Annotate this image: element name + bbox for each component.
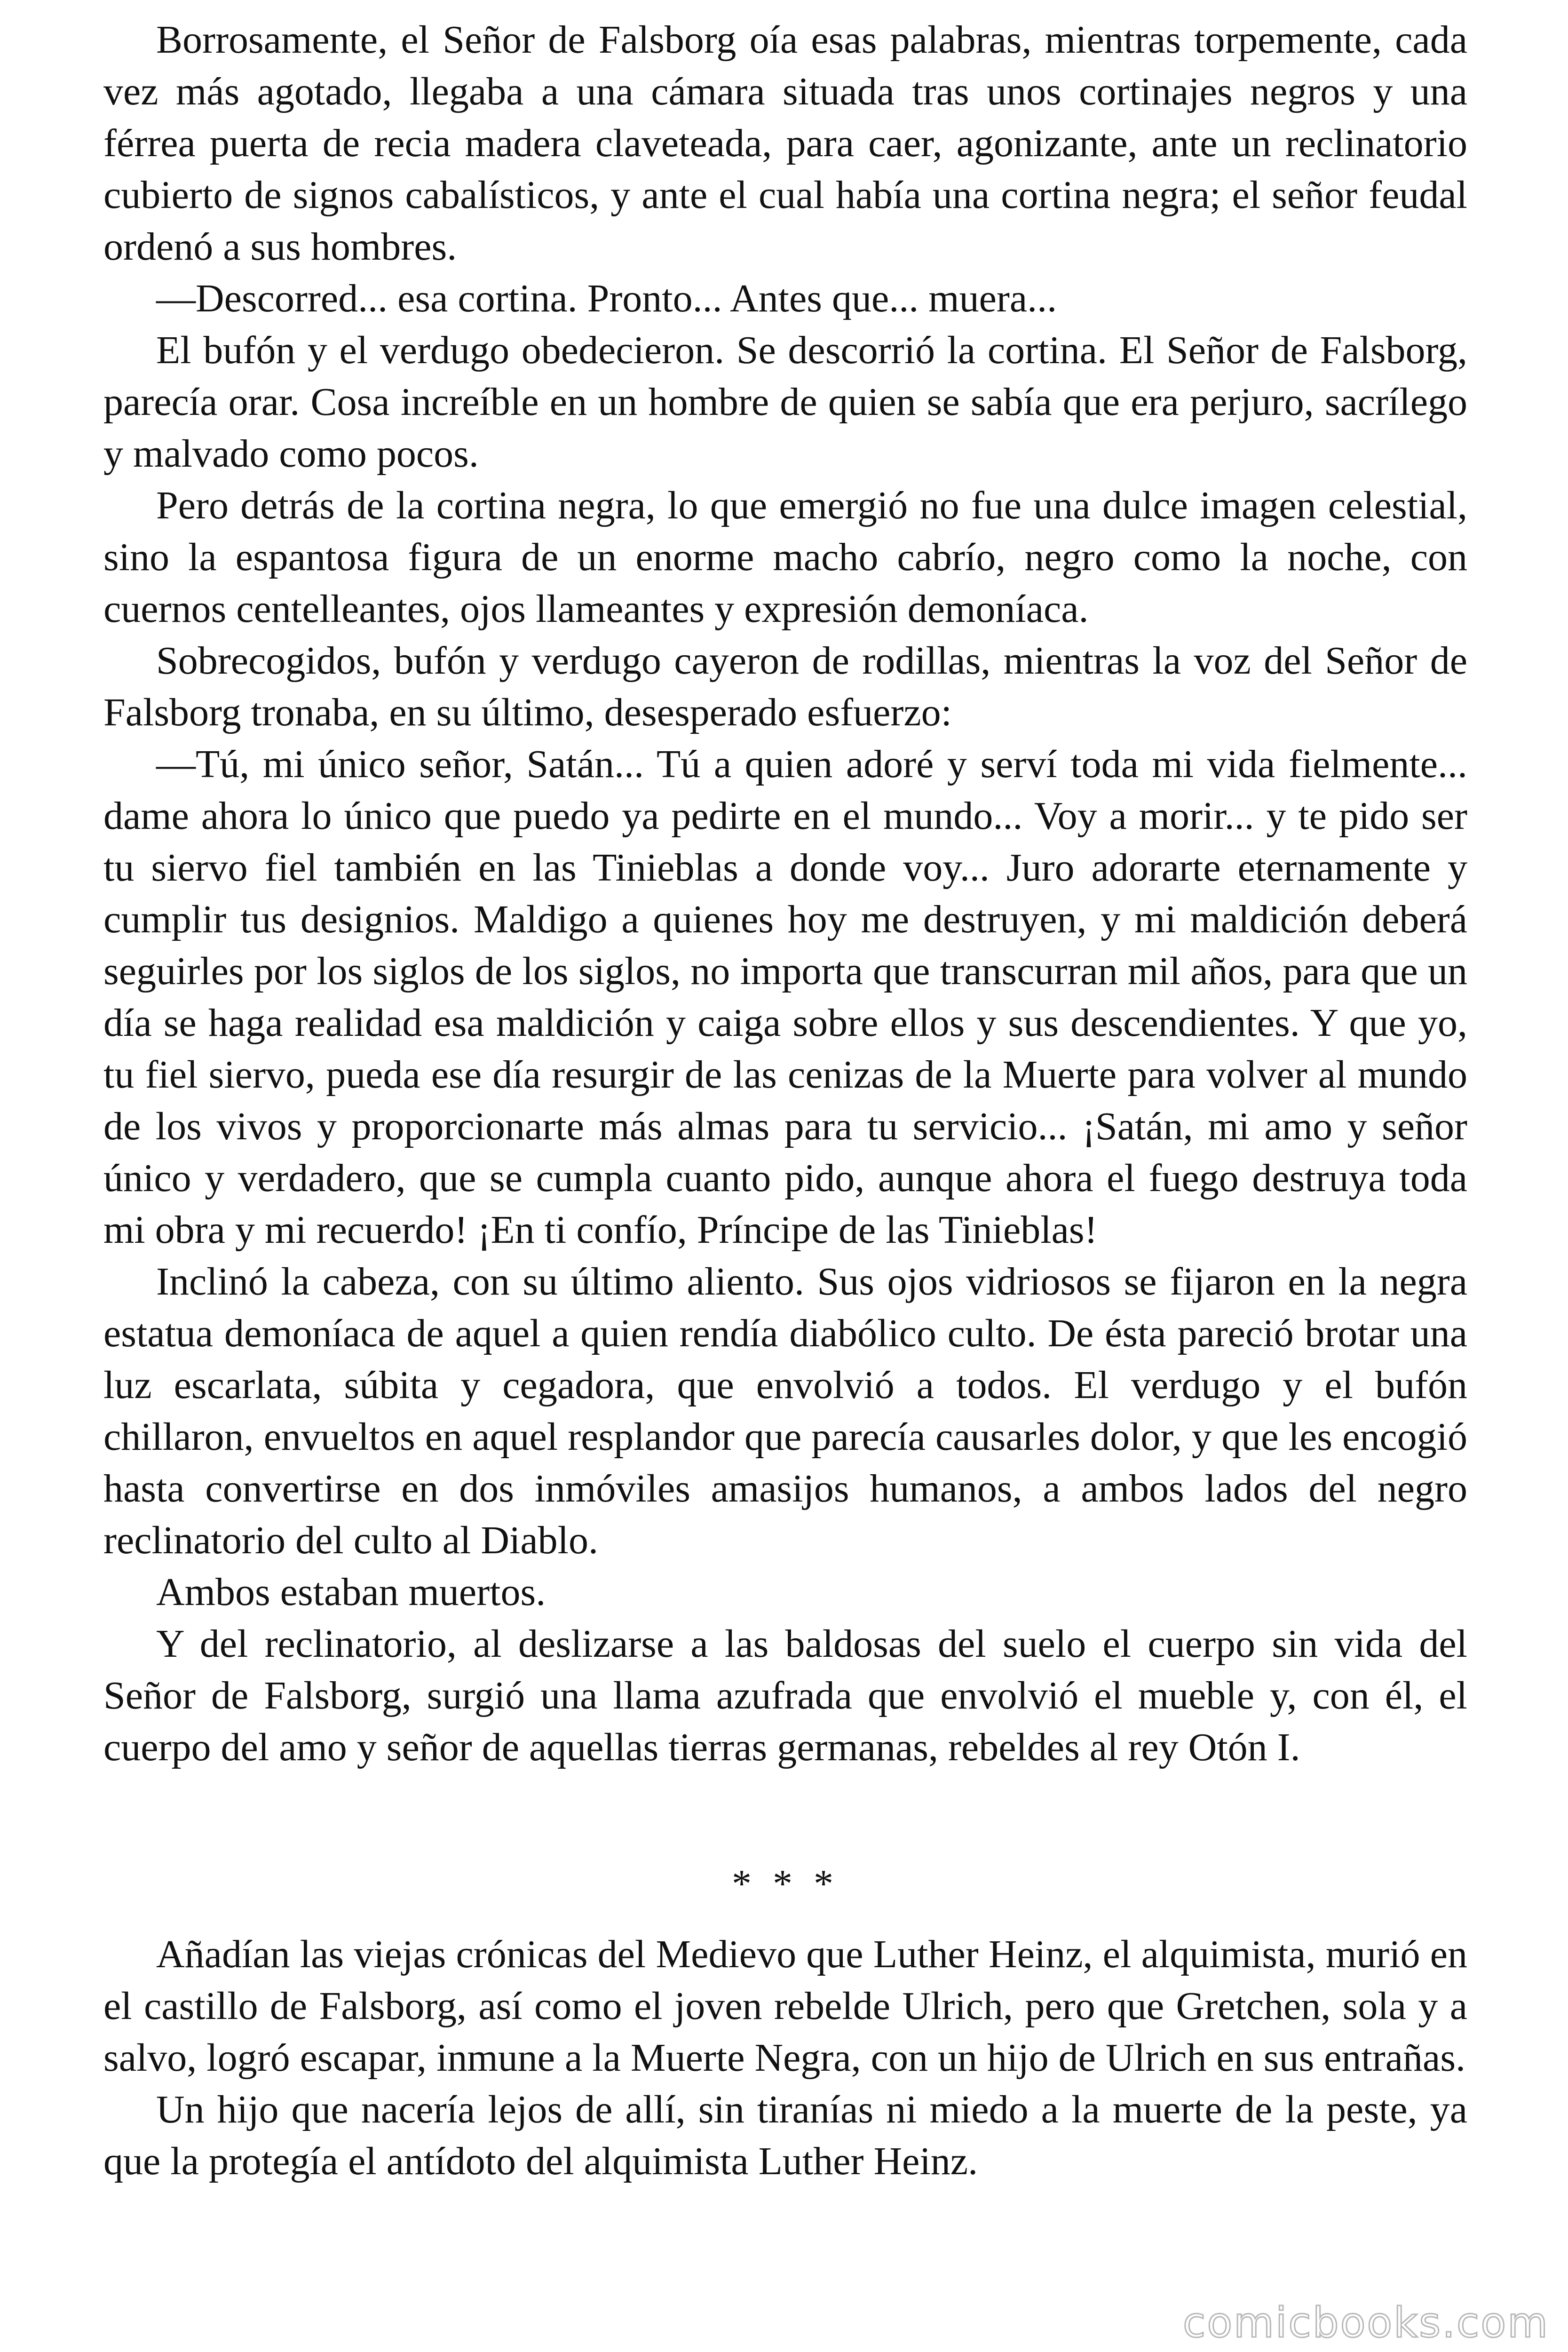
paragraph: Añadían las viejas crónicas del Medievo que Luther Heinz, el alquimista, murió en el castillo de Falsborg, así como el joven rebelde Ulrich, pero que Gretchen, sola y a salvo, logró escapar, inmune a la Muerte Negra, con un hijo de Ulrich en sus entrañas. [103,1932,1467,2080]
watermark: comicbooks.com [1182,2298,1549,2347]
paragraph: —Tú, mi único señor, Satán... Tú a quien adoré y serví toda mi vida fielmente... dame ahora lo único que puedo ya pedirte en el mundo... Voy a morir... y te pido ser tu siervo fiel también en las Tinieblas a donde voy... Juro adorarte eternamente y cumplir tus designios. Maldigo a quienes hoy me destruyen, y mi maldición deberá seguirles por los siglos de los siglos, no importa que transcurran mil años, para que un día se haga realidad esa maldición y caiga sobre ellos y sus descendientes. Y que yo, tu fiel siervo, pueda ese día resurgir de las cenizas de la Muerte para volver al mundo de los vivos y proporcionarte más almas para tu servicio... ¡Satán, mi amo y señor único y verdadero, que se cumpla cuanto pido, aunque ahora el fuego destruya toda mi obra y mi recuerdo! ¡En ti confío, Príncipe de las Tinieblas! [103,742,1467,1252]
paragraph: Pero detrás de la cortina negra, lo que emergió no fue una dulce imagen celestial, sino la espantosa figura de un enorme macho cabrío, negro como la noche, con cuernos centelleantes, ojos llameantes y expresión demoníaca. [103,484,1467,631]
paragraph: Sobrecogidos, bufón y verdugo cayeron de rodillas, mientras la voz del Señor de Falsborg tronaba, en su último, desesperado esfuerzo: [103,639,1467,734]
paragraph: Un hijo que nacería lejos de allí, sin tiranías ni miedo a la muerte de la peste, ya que la protegía el antídoto del alquimista Luther Heinz. [103,2088,1467,2183]
paragraph: Ambos estaban muertos. [156,1570,546,1614]
paragraph: Y del reclinatorio, al deslizarse a las baldosas del suelo el cuerpo sin vida del Señor de Falsborg, surgió una llama azufrada que envolvió el mueble y, con él, el cuerpo del amo y señor de aquellas tierras germanas, rebeldes al rey Otón I. [103,1622,1467,1769]
section-separator: * * * [732,1862,839,1906]
book-page [103,14,1467,2338]
paragraph: Inclinó la cabeza, con su último aliento. Sus ojos vidriosos se fijaron en la negra estatua demoníaca de aquel a quien rendía diabólico culto. De ésta pareció brotar una luz escarlata, súbita y cegadora, que envolvió a todos. El verdugo y el bufón chillaron, envueltos en aquel resplandor que parecía causarles dolor, y que les encogió hasta convertirse en dos inmóviles amasijos humanos, a ambos lados del negro reclinatorio del culto al Diablo. [103,1260,1467,1562]
paragraph: —Descorred... esa cortina. Pronto... Antes que... muera... [156,277,1057,320]
paragraph: Borrosamente, el Señor de Falsborg oía esas palabras, mientras torpemente, cada vez más agotado, llegaba a una cámara situada tras unos cortinajes negros y una férrea puerta de recia madera claveteada, para caer, agonizante, ante un reclinatorio cubierto de signos cabalísticos, y ante el cual había una cortina negra; el señor feudal ordenó a sus hombres. [103,18,1467,269]
paragraph: El bufón y el verdugo obedecieron. Se descorrió la cortina. El Señor de Falsborg, parecía orar. Cosa increíble en un hombre de quien se sabía que era perjuro, sacrílego y malvado como pocos. [103,328,1467,476]
